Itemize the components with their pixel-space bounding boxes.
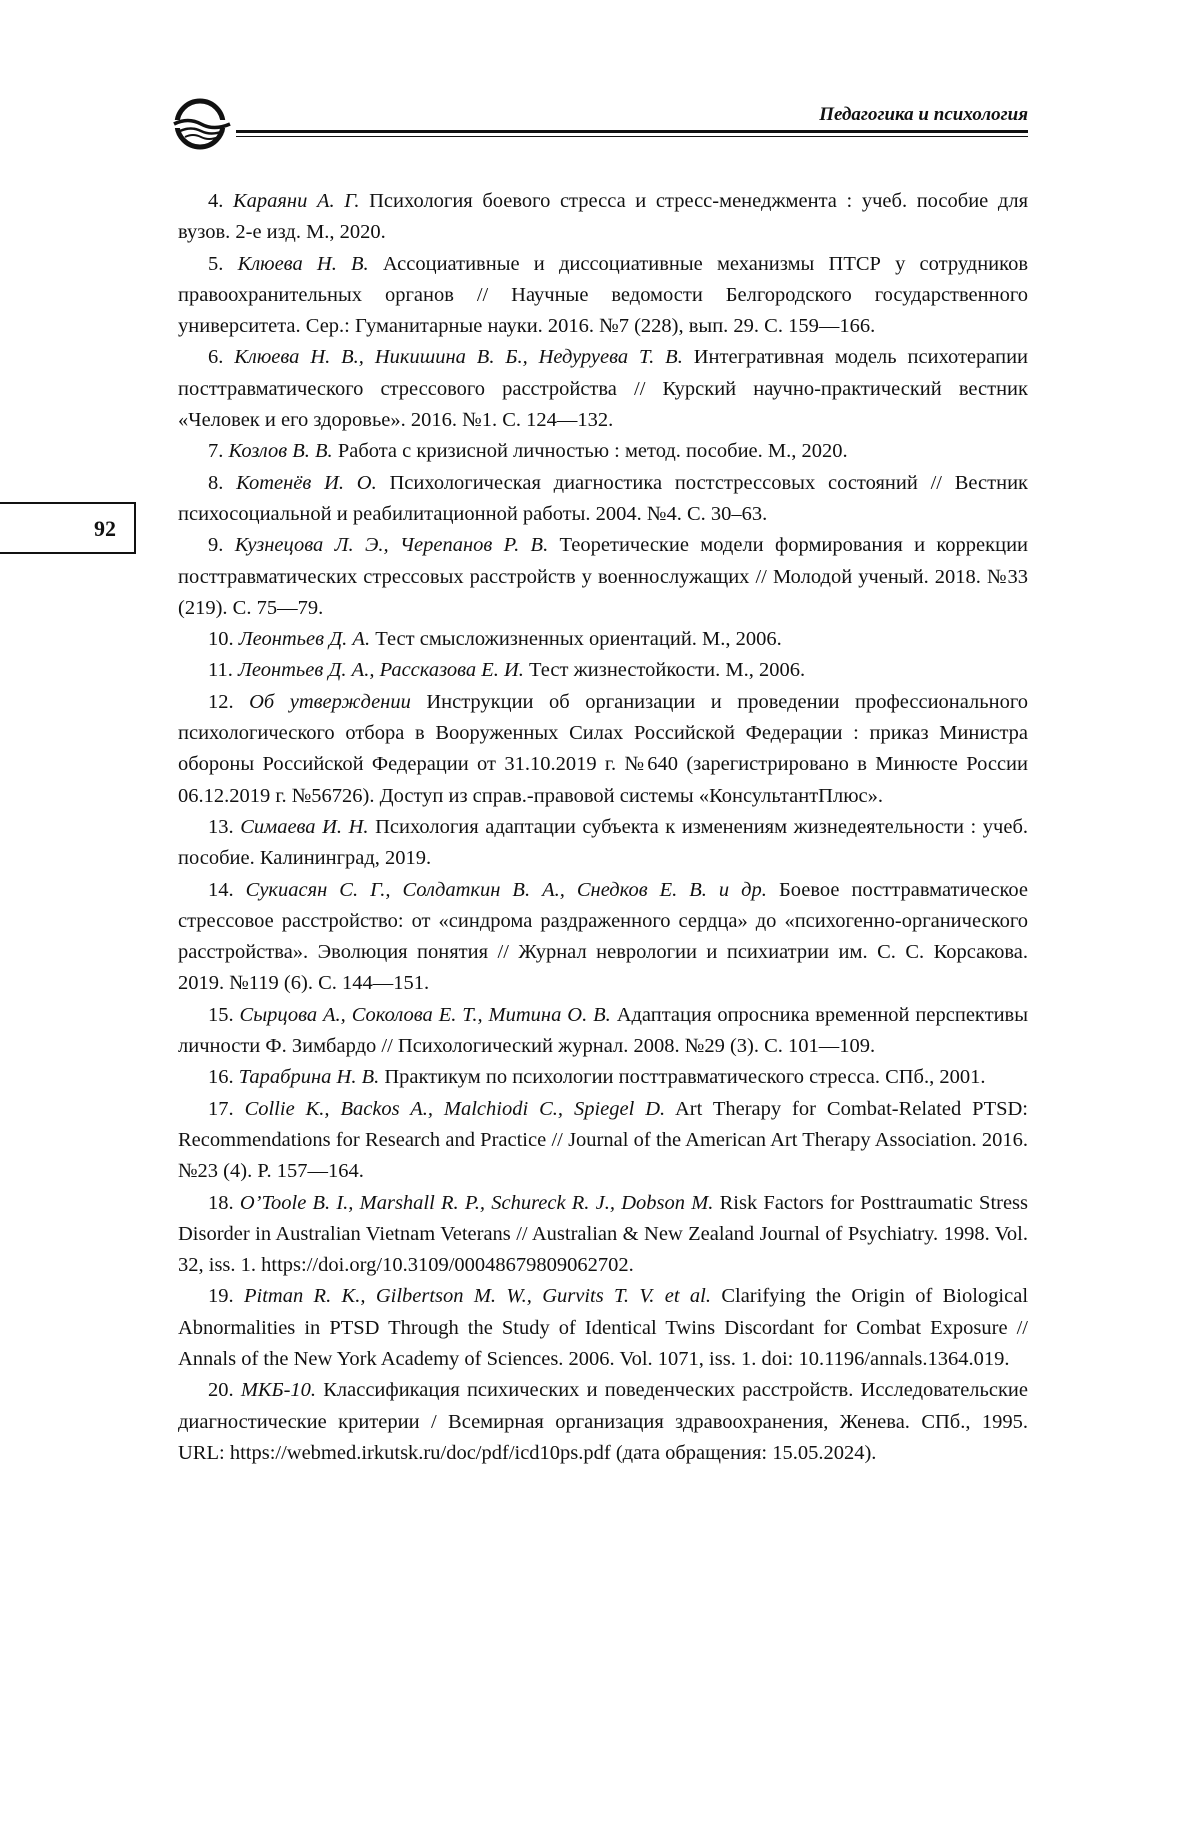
reference-item [178,1281,1028,1375]
reference-item [178,687,1028,812]
reference-text: Инструкции об организации и проведении профессионального психологического отбора в Вооруженных Силах Российской Федерации : приказ Министра обороны Российской Федерации от 31.10.2019 г. №640 (зарегистрировано в Минюсте России 06.12.2019 г. №56726). Доступ из справ.-правовой системы «КонсультантПлюс». [178,690,1029,807]
reference-item [178,1375,1028,1469]
reference-authors: МКБ-10. [240,1379,317,1402]
reference-text: Психологическая диагностика постстрессовых состояний // Вестник психосоциальной и реабилитационной работы. 2004. №4. С. 30–63. [178,471,1029,525]
page-number-box [0,502,136,554]
reference-number: 7. [208,440,224,463]
reference-number: 13. [208,815,234,838]
reference-authors: Тарабрина Н. В. [238,1066,380,1089]
reference-text: Тест смысложизненных ориентаций. М., 2006. [375,628,782,651]
reference-authors: Сукиасян С. Г., Солдаткин В. А., Снедков Е. В. и др. [245,878,767,901]
reference-authors: Collie K., Backos A., Malchiodi C., Spiegel D. [244,1097,666,1120]
reference-item [178,530,1028,624]
reference-text: Адаптация опросника временной перспективы личности Ф. Зимбардо // Психологический журнал. 2008. №29 (3). С. 101—109. [178,1003,1028,1058]
reference-authors: Караяни А. Г. [233,190,360,212]
reference-authors: O’Toole B. I., Marshall R. P., Schureck R. J., Dobson M. [239,1191,714,1214]
reference-text: Психология боевого стресса и стресс-менеджмента : учеб. пособие для вузов. 2-е изд. М., 2020. [178,190,1029,244]
reference-number: 4. [208,190,224,212]
reference-number: 16. [208,1066,234,1089]
reference-authors: Леонтьев Д. А., Рассказова Е. И. [238,659,524,682]
reference-item [178,1094,1028,1188]
reference-authors: Клюева Н. В. [237,252,369,275]
reference-item [178,875,1028,1000]
reference-number: 9. [208,534,224,557]
reference-number: 20. [208,1379,234,1402]
reference-text: Практикум по психологии посттравматического стресса. СПб., 2001. [384,1066,986,1089]
reference-number: 10. [208,628,234,651]
reference-text: Ассоциативные и диссоциативные механизмы ПТСР у сотрудников правоохранительных органов // Научные ведомости Белгородского государственного университета. Сер.: Гуманитарные науки. 2016. №7 (228), вып. 29. С. 159—166. [178,252,1029,338]
reference-authors: Pitman R. K., Gilbertson M. W., Gurvits T. V. et al. [243,1285,711,1308]
reference-authors: Клюева Н. В., Никишина В. Б., Недуруева Т. В. [234,346,683,369]
header-rule-thin [236,136,1028,137]
reference-number: 15. [208,1003,234,1026]
reference-number: 5. [208,252,224,275]
reference-number: 14. [208,878,234,901]
reference-item [178,812,1028,875]
running-title: Педагогика и психология [819,104,1028,125]
reference-text: Психология адаптации субъекта к изменениям жизнедеятельности : учеб. пособие. Калининград, 2019. [178,815,1029,870]
reference-authors: Козлов В. В. [228,440,333,463]
reference-text: Теоретические модели формирования и коррекции посттравматических стрессовых расстройств у военнослужащих // Молодой ученый. 2018. №33 (219). С. 75—79. [178,534,1029,619]
reference-text: Clarifying the Origin of Biological Abnormalities in PTSD Through the Study of Identical Twins Discordant for Combat Exposure // Annals of the New York Academy of Sciences. 2006. Vol. 1071, iss. 1. doi: 10.1196/annals.1364.019. [178,1285,1029,1370]
reference-number: 19. [208,1285,234,1308]
reference-authors: Котенёв И. О. [236,471,377,494]
reference-authors: Симаева И. Н. [240,815,369,838]
reference-number: 11. [208,659,233,682]
header-rule-thick [236,130,1028,133]
reference-number: 8. [208,471,224,494]
reference-item [178,624,1028,655]
reference-text: Интегративная модель психотерапии посттравматического стрессового расстройства // Курский научно-практический вестник «Человек и его здоровье». 2016. №1. С. 124—132. [178,346,1029,432]
reference-authors: Леонтьев Д. А. [238,628,371,651]
reference-item [178,436,1028,467]
reference-text: Боевое посттравматическое стрессовое расстройство: от «синдрома раздраженного сердца» до «психогенно-органического расстройства». Эволюция понятия // Журнал неврологии и психиатрии им. С. С. Корсакова. 2019. №119 (6). С. 144—151. [178,878,1029,995]
journal-logo-icon [170,98,232,150]
page-header [170,92,1028,154]
reference-list [178,186,1028,1469]
reference-text: Risk Factors for Posttraumatic Stress Disorder in Australian Vietnam Veterans // Australian & New Zealand Journal of Psychiatry. 1998. Vol. 32, iss. 1. https://doi.org/10.3109/00048679809062702. [178,1191,1029,1277]
reference-item [178,186,1028,249]
reference-item [178,1000,1028,1063]
reference-text: Классификация психических и поведенческих расстройств. Исследовательские диагностические критерии / Всемирная организация здравоохранения, Женева. СПб., 1995. URL: https://webmed.irkutsk.ru/doc/pdf/icd10ps.pdf (дата обращения: 15.05.2024). [178,1379,1029,1464]
reference-number: 12. [208,690,234,713]
page-number: 92 [94,516,116,541]
reference-number: 18. [208,1191,234,1214]
reference-item [178,655,1028,686]
reference-item [178,249,1028,343]
reference-item [178,342,1028,436]
reference-text: Тест жизнестойкости. М., 2006. [529,659,806,682]
reference-text: Art Therapy for Combat-Related PTSD: Recommendations for Research and Practice // Journal of the American Art Therapy Association. 2016. №23 (4). P. 157—164. [178,1097,1028,1183]
reference-item [178,468,1028,531]
reference-authors: Сырцова А., Соколова Е. Т., Митина О. В. [239,1003,611,1026]
reference-number: 6. [208,346,224,369]
reference-authors: Кузнецова Л. Э., Черепанов Р. В. [234,534,549,557]
reference-item [178,1188,1028,1282]
reference-authors: Об утверждении [249,690,411,713]
reference-number: 17. [208,1097,234,1120]
reference-item [178,1062,1028,1093]
reference-text: Работа с кризисной личностью : метод. пособие. М., 2020. [337,440,848,463]
